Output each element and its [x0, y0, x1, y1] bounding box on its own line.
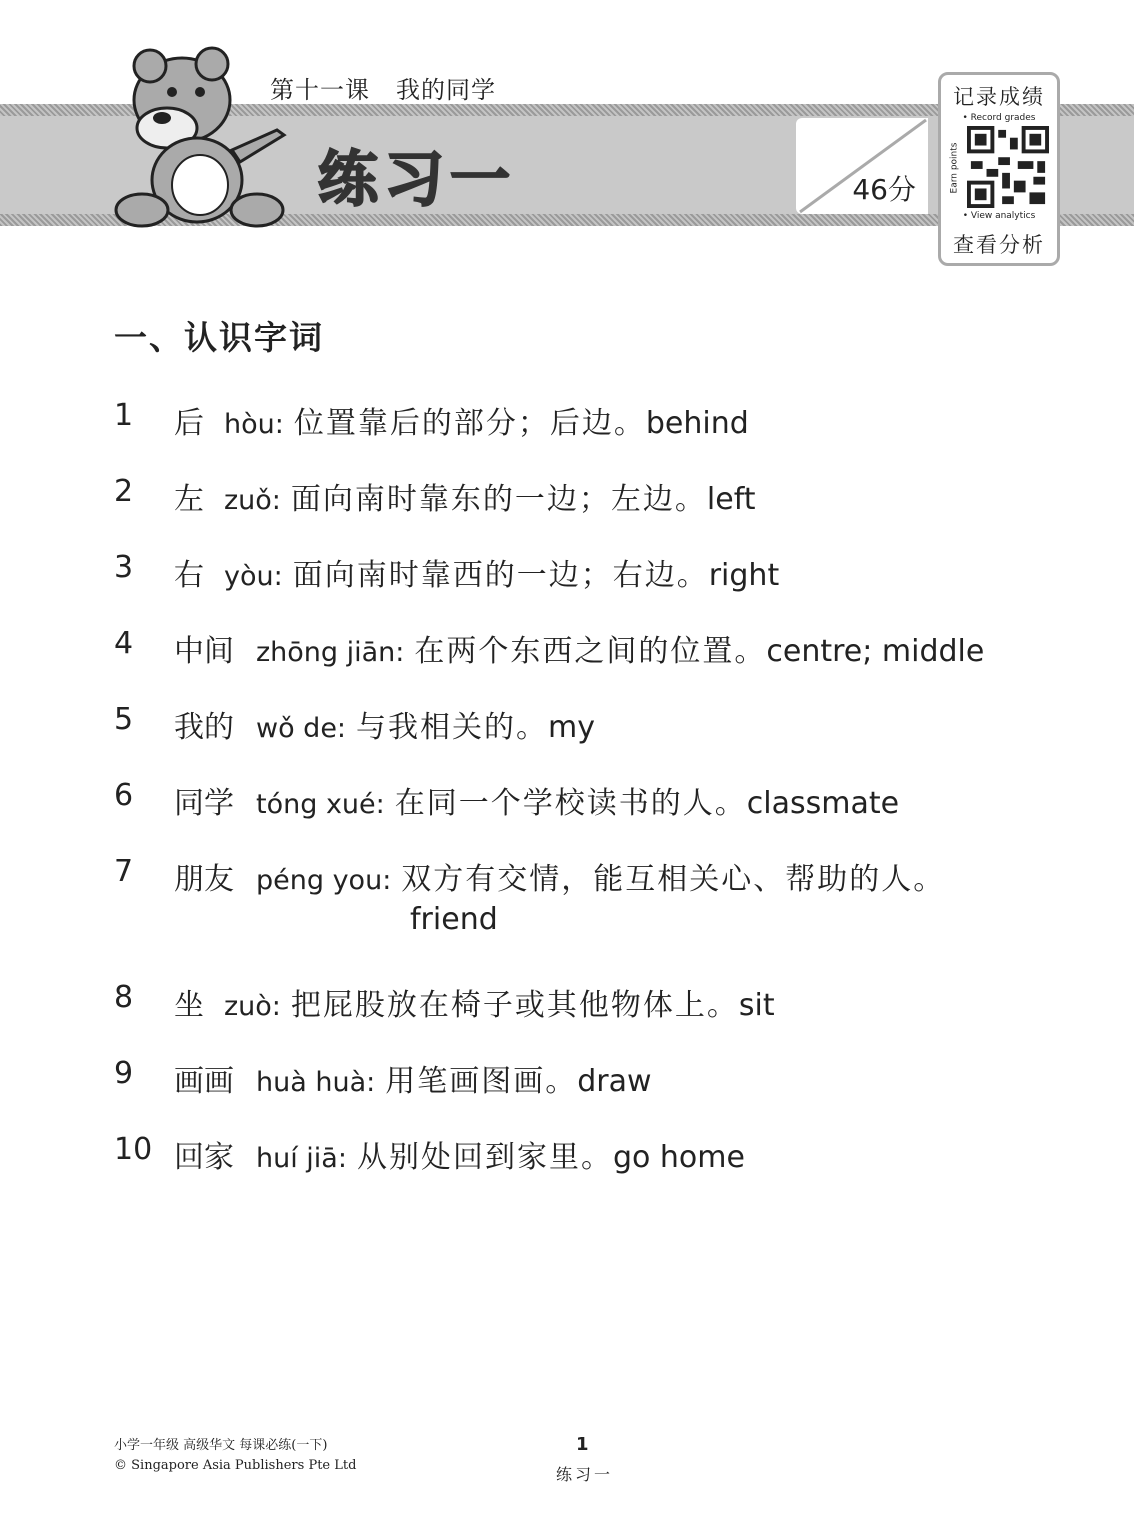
entry-pinyin: huà huà: [256, 1067, 376, 1098]
qr-earn-points: Earn points [949, 142, 960, 194]
entry-definition: 面向南时靠东的一边；左边。 [290, 482, 707, 517]
bear-mascot-icon [112, 40, 292, 230]
entry-english: my [548, 710, 596, 745]
entry-definition: 在两个东西之间的位置。 [414, 634, 767, 669]
entry-number: 6 [114, 778, 134, 813]
score-box [796, 118, 928, 214]
entry-english: sit [738, 988, 775, 1023]
lesson-number: 第十一课 [270, 76, 370, 104]
entry-pinyin: zuǒ: [224, 485, 281, 516]
entry-pinyin: zuò: [224, 991, 281, 1022]
entry-number: 1 [114, 398, 134, 433]
entry-pinyin: yòu: [224, 561, 283, 592]
entry-word: 中间 [174, 634, 234, 669]
entry-english: behind [645, 406, 749, 441]
entry-word: 同学 [174, 786, 234, 821]
entry-pinyin: huí jiā: [256, 1143, 347, 1174]
qr-record-grades: • Record grades [962, 113, 1036, 123]
entry-word: 坐 [174, 988, 204, 1023]
entry-definition: 与我相关的。 [356, 710, 549, 745]
entry-definition: 位置靠后的部分；后边。 [293, 406, 646, 441]
qr-view-analytics: • View analytics [962, 211, 1036, 221]
qr-card[interactable] [938, 72, 1060, 266]
entry-number: 8 [114, 980, 134, 1015]
entry-word: 后 [174, 406, 204, 441]
entry-body [224, 474, 756, 518]
entry-english: draw [577, 1064, 652, 1099]
entry-definition: 从别处回到家里。 [356, 1140, 613, 1175]
entry-body [256, 778, 899, 822]
entry-number: 4 [114, 626, 134, 661]
entry-body [256, 854, 945, 898]
entry-word: 左 [174, 482, 204, 517]
entry-word: 朋友 [174, 862, 234, 897]
copyright: © Singapore Asia Publishers Pte Ltd [114, 1458, 357, 1473]
entry-pinyin: tóng xué: [256, 789, 385, 820]
exercise-title: 练习一 [318, 145, 516, 215]
entry-word: 回家 [174, 1140, 234, 1175]
lesson-title: 我的同学 [396, 76, 496, 104]
entry-pinyin: hòu: [224, 409, 284, 440]
lesson-heading [270, 70, 522, 105]
qr-code-icon[interactable] [967, 125, 1049, 209]
entry-english: left [706, 482, 756, 517]
entry-word: 右 [174, 558, 204, 593]
page-number: 1 [576, 1434, 589, 1455]
entry-number: 2 [114, 474, 134, 509]
entry-number: 5 [114, 702, 134, 737]
entry-definition: 双方有交情，能互相关心、帮助的人。 [401, 862, 946, 897]
qr-analytics-label: 查看分析 [953, 233, 1045, 257]
book-title: 小学一年级 高级华文 每课必练(一下) [114, 1438, 328, 1453]
entry-english: right [708, 558, 780, 593]
entry-definition: 面向南时靠西的一边；右边。 [292, 558, 709, 593]
entry-number: 7 [114, 854, 134, 889]
entry-pinyin: wǒ de: [256, 713, 347, 744]
entry-definition: 用笔画图画。 [385, 1064, 578, 1099]
entry-pinyin: péng you: [256, 865, 392, 896]
entry-english: go home [612, 1140, 745, 1175]
entry-number: 10 [114, 1132, 153, 1167]
entry-pinyin: zhōng jiān: [256, 637, 405, 668]
footer-info [114, 1436, 356, 1476]
qr-record-label: 记录成绩 [953, 85, 1045, 109]
entry-body [256, 1132, 745, 1176]
page-footer-title: 练习一 [556, 1465, 614, 1484]
entry-english: classmate [746, 786, 900, 821]
entry-7-continuation: friend [410, 902, 498, 937]
total-score: 46分 [852, 173, 916, 206]
entry-body [224, 398, 749, 442]
entry-body [224, 980, 775, 1024]
section-heading: 一、认识字词 [114, 318, 324, 357]
entry-word: 我的 [174, 710, 234, 745]
entry-english: centre; middle [766, 634, 985, 669]
entry-body [256, 702, 595, 746]
entry-definition: 把屁股放在椅子或其他物体上。 [290, 988, 739, 1023]
entry-word: 画画 [174, 1064, 234, 1099]
entry-number: 3 [114, 550, 134, 585]
entry-definition: 在同一个学校读书的人。 [394, 786, 747, 821]
entry-body [256, 1056, 652, 1100]
entry-body [224, 550, 779, 594]
entry-body [256, 626, 984, 670]
entry-number: 9 [114, 1056, 134, 1091]
